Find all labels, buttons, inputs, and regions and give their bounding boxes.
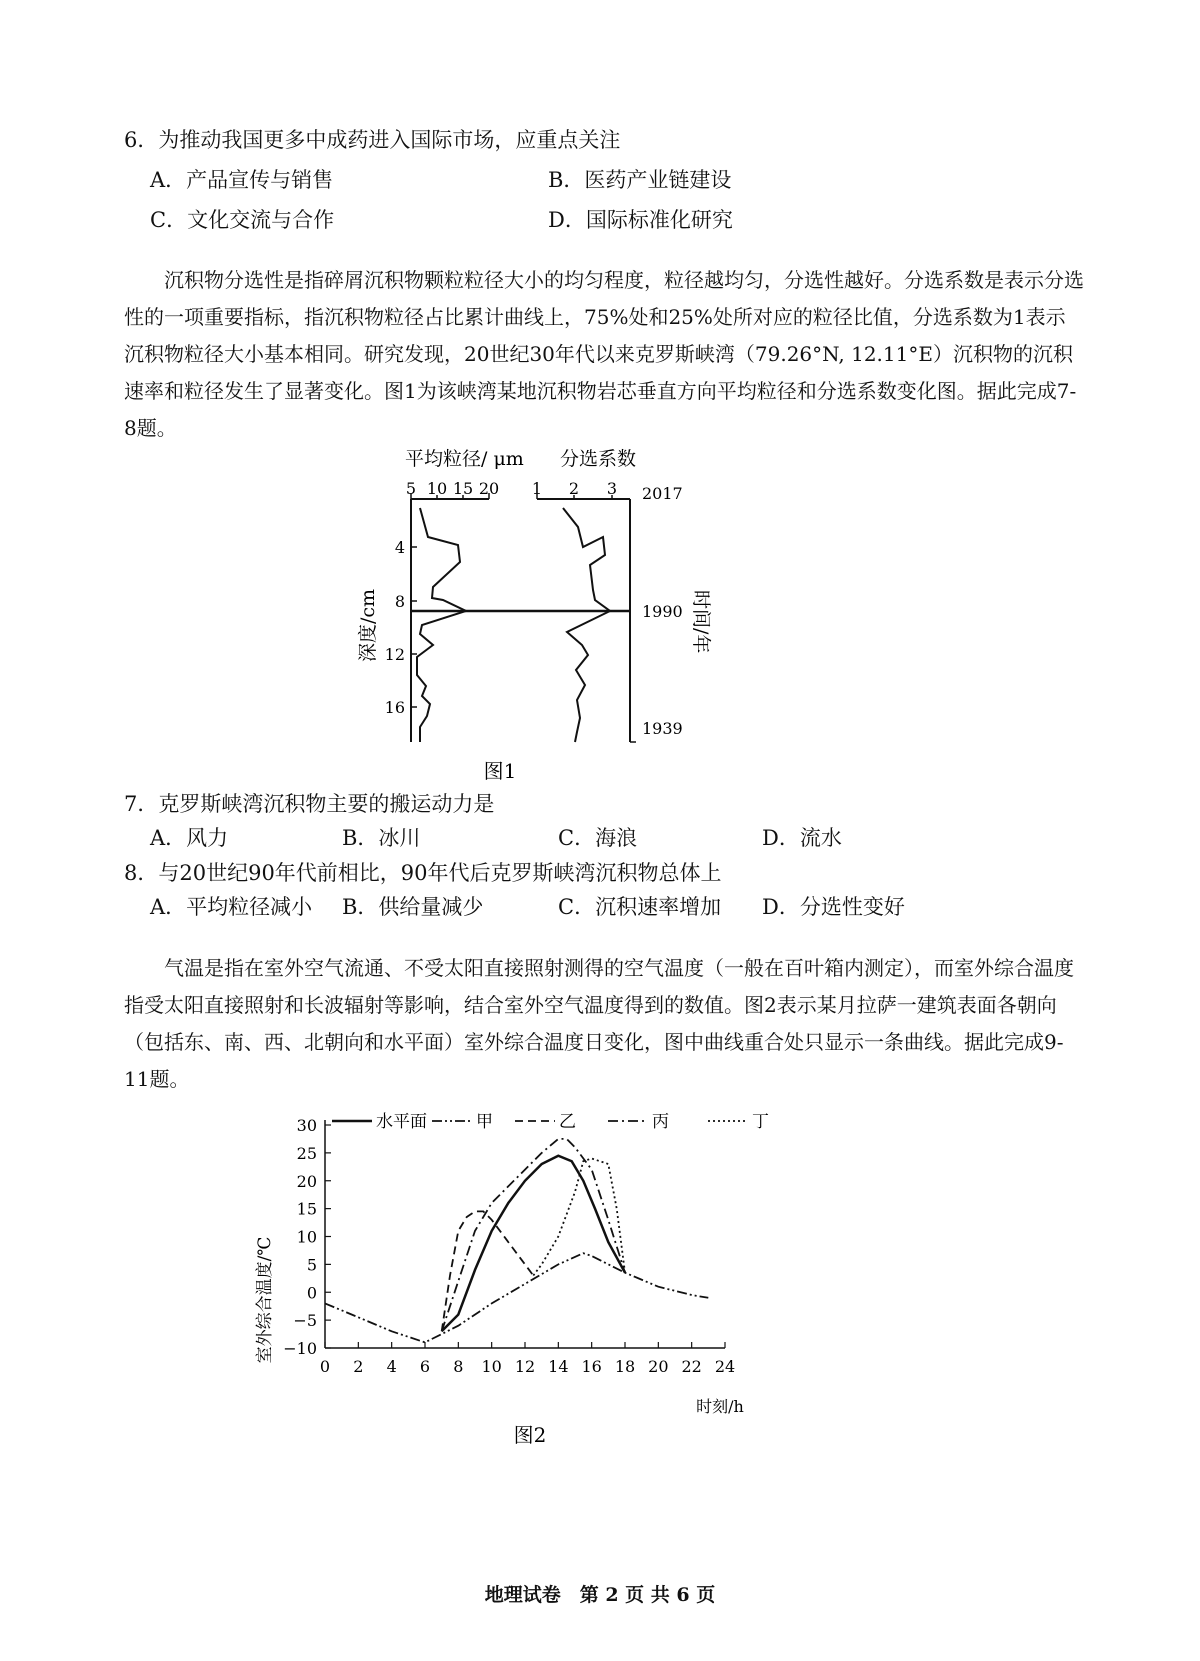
passage-sediment [124, 262, 1084, 447]
question-8-option-d: D．分选性变好 [762, 895, 905, 919]
fig1-left-tick-5: 5 [405, 479, 417, 498]
fig1-caption: 图1 [483, 759, 517, 783]
fig2-series-0 [442, 1156, 625, 1332]
fig2-y-tick-label: 0 [306, 1283, 317, 1303]
fig1-time-tick-1939: 1939 [642, 719, 683, 738]
figure-2 [240, 1100, 780, 1450]
question-8-option-a: A．平均粒径减小 [150, 895, 313, 919]
fig1-time-tick-2017: 2017 [642, 484, 683, 503]
fig2-legend-label-1: 甲 [476, 1112, 493, 1132]
fig1-right-tick-2: 2 [568, 479, 580, 498]
fig2-x-tick-label: 6 [419, 1357, 431, 1376]
fig2-x-tick-label: 4 [386, 1357, 397, 1376]
fig2-y-tick-label: 15 [296, 1199, 317, 1219]
fig2-x-tick-label: 8 [453, 1357, 464, 1376]
fig2-x-tick-label: 0 [319, 1357, 331, 1376]
fig1-depth-tick-16: 16 [384, 698, 405, 717]
question-6-stem: 6．为推动我国更多中成药进入国际市场，应重点关注 [124, 128, 621, 152]
question-7-stem: 7．克罗斯峡湾沉积物主要的搬运动力是 [124, 792, 495, 816]
fig2-ylabel: 室外综合温度/℃ [255, 1236, 275, 1364]
fig2-x-tick-label: 10 [481, 1357, 502, 1376]
fig2-y-tick-label: 30 [296, 1116, 317, 1135]
fig1-depth-tick-8: 8 [394, 592, 405, 611]
fig1-grain-size-curve [417, 508, 466, 742]
fig2-y-tick-label: −10 [283, 1339, 317, 1358]
fig1-depth-tick-4: 4 [394, 538, 405, 557]
question-6-option-c: C．文化交流与合作 [150, 208, 335, 232]
fig2-caption: 图2 [513, 1423, 547, 1447]
fig2-series-3 [442, 1139, 625, 1331]
fig1-right-tick-3: 3 [606, 479, 618, 498]
fig2-legend-label-4: 丁 [752, 1112, 769, 1132]
fig2-x-tick-label: 12 [514, 1357, 536, 1376]
question-7-option-c: C．海浪 [558, 826, 638, 850]
fig2-series-2 [442, 1211, 534, 1331]
fig2-x-tick-label: 18 [614, 1357, 636, 1376]
fig1-depth-label: 深度/cm [357, 588, 379, 662]
fig1-time-label: 时间/年 [690, 590, 712, 654]
fig2-x-tick-label: 22 [681, 1357, 702, 1376]
question-6-option-b: B．医药产业链建设 [548, 168, 732, 192]
fig2-x-tick-label: 24 [714, 1357, 736, 1376]
fig2-series-4 [533, 1159, 625, 1276]
question-7-option-b: B．冰川 [342, 826, 421, 850]
fig1-depth-tick-12: 12 [384, 645, 405, 664]
question-6-option-a: A．产品宣传与销售 [150, 168, 334, 192]
fig2-y-tick-label: −5 [293, 1311, 317, 1331]
fig1-left-title: 平均粒径/ μm [405, 448, 524, 470]
question-8-stem: 8．与20世纪90年代前相比，90年代后克罗斯峡湾沉积物总体上 [124, 861, 722, 885]
fig1-left-tick-15: 15 [452, 479, 474, 498]
question-7-option-d: D．流水 [762, 826, 842, 850]
fig1-right-title: 分选系数 [560, 448, 637, 470]
fig2-y-tick-label: 5 [306, 1255, 317, 1275]
fig2-x-tick-label: 2 [353, 1357, 364, 1376]
question-8-option-c: C．沉积速率增加 [558, 895, 722, 919]
passage-temperature-text: 气温是指在室外空气流通、不受太阳直接照射测得的空气温度（一般在百叶箱内测定），而室外综合温度指受太阳直接照射和长波辐射等影响，结合室外空气温度得到的数值。图2表示某月拉萨一建筑表面各朝向（包括东、南、西、北朝向和水平面）室外综合温度日变化，图中曲线重合处只显示一条曲线。据此完成9-11题。 [124, 956, 1074, 1091]
fig2-legend-label-2: 乙 [559, 1112, 576, 1132]
fig1-right-tick-1: 1 [531, 479, 543, 498]
fig2-series-1 [325, 1253, 708, 1342]
passage-temperature [124, 950, 1084, 1098]
question-6-option-d: D．国际标准化研究 [548, 208, 733, 232]
figure-1 [350, 440, 730, 783]
fig2-x-tick-label: 14 [548, 1357, 569, 1376]
fig2-xlabel: 时刻/h [696, 1397, 744, 1416]
passage-sediment-text: 沉积物分选性是指碎屑沉积物颗粒粒径大小的均匀程度，粒径越均匀，分选性越好。分选系数是表示分选性的一项重要指标，指沉积物粒径占比累计曲线上，75%处和25%处所对应的粒径比值，分选系数为1表示沉积物粒径大小基本相同。研究发现，20世纪30年代以来克罗斯峡湾（79.26°N, 12.11°E）沉积物的沉积速率和粒径发生了显著变化。图1为该峡湾某地沉积物岩芯垂直方向平均粒径和分选系数变化图。据此完成7-8题。 [124, 268, 1084, 440]
question-8-option-b: B．供给量减少 [342, 895, 484, 919]
fig2-legend-label-0: 水平面 [376, 1112, 427, 1132]
fig2-y-tick-label: 10 [296, 1227, 317, 1247]
fig2-x-tick-label: 16 [581, 1357, 602, 1376]
fig2-legend-label-3: 丙 [652, 1112, 669, 1132]
page-footer: 地理试卷 第 2 页 共 6 页 [484, 1584, 716, 1606]
fig1-sorting-curve [563, 508, 610, 742]
fig2-x-tick-label: 20 [648, 1357, 669, 1376]
fig1-left-tick-20: 20 [478, 479, 500, 498]
fig1-left-tick-10: 10 [426, 479, 448, 498]
question-7-option-a: A．风力 [150, 826, 229, 850]
fig2-y-tick-label: 20 [296, 1171, 317, 1191]
fig1-time-tick-1990: 1990 [642, 602, 683, 621]
fig2-y-tick-label: 25 [296, 1143, 317, 1163]
